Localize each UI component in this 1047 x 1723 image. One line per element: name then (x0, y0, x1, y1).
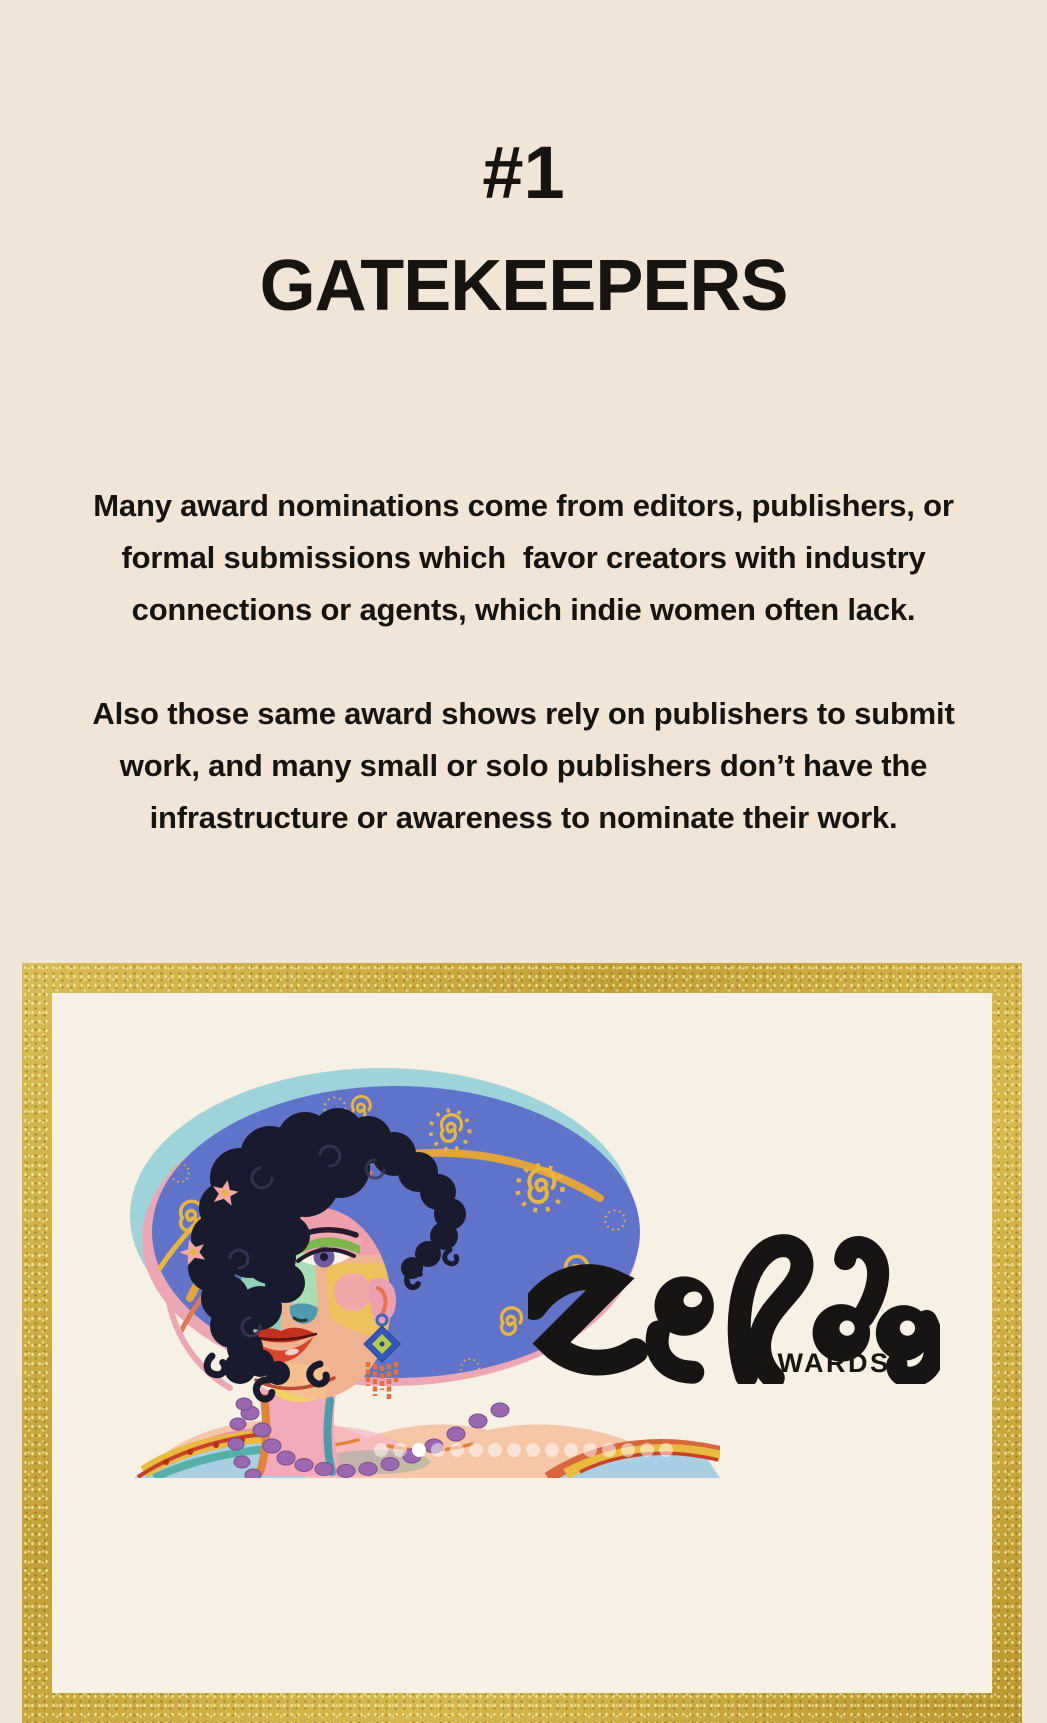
carousel-dot[interactable] (621, 1443, 635, 1457)
logo-awards-label: AWARDS (757, 1348, 891, 1378)
paragraph-1-line-2: formal submissions which favor creators with industry (121, 540, 926, 575)
paragraph-2-line-3: infrastructure or awareness to nominate their work. (149, 800, 898, 835)
paragraph-1-line-1: Many award nominations come from editors, publishers, or (93, 488, 954, 523)
carousel-dot[interactable] (526, 1443, 540, 1457)
carousel-dot[interactable] (545, 1443, 559, 1457)
carousel-dot[interactable] (374, 1443, 388, 1457)
paragraph-2-line-1: Also those same award shows rely on publishers to submit (92, 696, 955, 731)
carousel-dot[interactable] (469, 1443, 483, 1457)
carousel-dot[interactable] (488, 1443, 502, 1457)
carousel-dot[interactable] (393, 1443, 407, 1457)
carousel-dot[interactable] (564, 1443, 578, 1457)
paragraph-2-line-2: work, and many small or solo publishers don’t have the (119, 748, 928, 783)
paragraph-2 (0, 688, 1047, 844)
carousel-dot[interactable] (431, 1443, 445, 1457)
carousel-dot-active[interactable] (412, 1443, 426, 1457)
letter-z (534, 1277, 636, 1363)
letter-e-bowl (654, 1276, 713, 1335)
carousel-dots (0, 1443, 1047, 1457)
carousel-dot[interactable] (640, 1443, 654, 1457)
paragraph-1 (0, 480, 1047, 636)
letter-e-tail (657, 1332, 693, 1372)
paragraph-1-line-3: connections or agents, which indie women often lack. (131, 592, 916, 627)
carousel-dot[interactable] (583, 1443, 597, 1457)
carousel-dot[interactable] (659, 1443, 673, 1457)
slide-number: #1 (482, 131, 565, 214)
carousel-dot[interactable] (507, 1443, 521, 1457)
carousel-dot[interactable] (602, 1443, 616, 1457)
carousel-dot[interactable] (450, 1443, 464, 1457)
page-title: GATEKEEPERS (259, 246, 788, 326)
